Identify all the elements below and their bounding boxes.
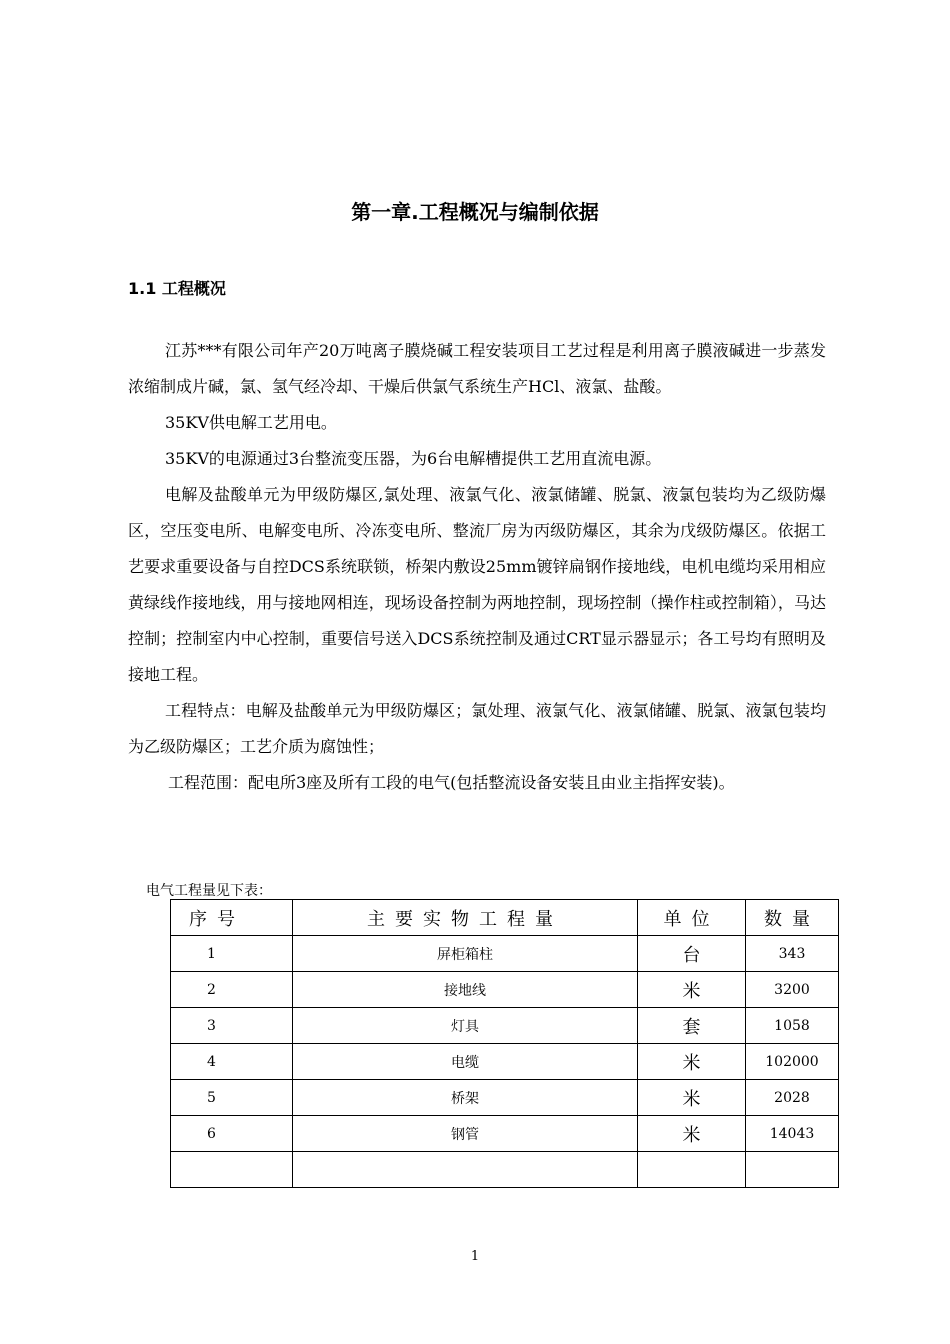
cell-seq: 1 [171, 936, 293, 972]
table-row [171, 1080, 839, 1116]
table-row-empty [171, 1152, 839, 1188]
cell-seq: 3 [171, 1008, 293, 1044]
cell-item: 桥架 [293, 1080, 638, 1116]
header-seq: 序号 [171, 900, 293, 936]
paragraph-process-overview: 江苏***有限公司年产20万吨离子膜烧碱工程安装项目工艺过程是利用离子膜液碱进一步蒸发浓缩制成片碱，氯、氢气经冷却、干燥后供氯气系统生产HCl、液氯、盐酸。 [128, 341, 826, 396]
header-item: 主要实物工程量 [293, 900, 638, 936]
cell-unit: 米 [638, 972, 746, 1008]
cell-item: 钢管 [293, 1116, 638, 1152]
cell-unit: 台 [638, 936, 746, 972]
table-row [171, 1116, 839, 1152]
paragraph-power-supply: 35KV供电解工艺用电。 [165, 413, 337, 432]
header-unit: 单位 [638, 900, 746, 936]
cell-unit [638, 1152, 746, 1188]
cell-seq: 4 [171, 1044, 293, 1080]
page-number: 1 [470, 1249, 480, 1264]
table-row [171, 972, 839, 1008]
cell-seq [171, 1152, 293, 1188]
header-qty: 数量 [746, 900, 839, 936]
cell-qty: 14043 [746, 1116, 839, 1152]
table-caption: 电气工程量见下表： [146, 883, 272, 899]
cell-qty: 343 [746, 936, 839, 972]
cell-item: 电缆 [293, 1044, 638, 1080]
table-header-row [171, 900, 839, 936]
cell-seq: 2 [171, 972, 293, 1008]
cell-unit: 套 [638, 1008, 746, 1044]
cell-seq: 6 [171, 1116, 293, 1152]
table-row [171, 1044, 839, 1080]
cell-item: 灯具 [293, 1008, 638, 1044]
paragraph-project-scope: 工程范围：配电所3座及所有工段的电气(包括整流设备安装且由业主指挥安装)。 [168, 773, 735, 792]
paragraph-project-features: 工程特点：电解及盐酸单元为甲级防爆区；氯处理、液氯气化、液氯储罐、脱氯、液氯包装均为乙级防爆区；工艺介质为腐蚀性； [128, 701, 826, 756]
cell-seq: 5 [171, 1080, 293, 1116]
cell-qty: 3200 [746, 972, 839, 1008]
table-row [171, 1008, 839, 1044]
quantities-table [170, 899, 839, 1188]
paragraph-explosion-zones: 电解及盐酸单元为甲级防爆区,氯处理、液氯气化、液氯储罐、脱氯、液氯包装均为乙级防爆区，空压变电所、电解变电所、冷冻变电所、整流厂房为丙级防爆区，其余为戊级防爆区。依据工艺要求重要设备与自控DCS系统联锁，桥架内敷设25mm镀锌扁钢作接地线，电机电缆均采用相应黄绿线作接地线，用与接地网相连，现场设备控制为两地控制，现场控制（操作柱或控制箱），马达控制；控制室内中心控制，重要信号送入DCS系统控制及通过CRT显示器显示；各工号均有照明及接地工程。 [128, 485, 826, 684]
cell-item [293, 1152, 638, 1188]
section-body [128, 333, 826, 801]
cell-qty: 2028 [746, 1080, 839, 1116]
cell-item: 接地线 [293, 972, 638, 1008]
cell-unit: 米 [638, 1116, 746, 1152]
table-row [171, 936, 839, 972]
chapter-title: 第一章.工程概况与编制依据 [351, 200, 599, 224]
cell-qty: 1058 [746, 1008, 839, 1044]
paragraph-rectifier: 35KV的电源通过3台整流变压器，为6台电解槽提供工艺用直流电源。 [165, 449, 662, 468]
cell-qty [746, 1152, 839, 1188]
cell-unit: 米 [638, 1080, 746, 1116]
cell-unit: 米 [638, 1044, 746, 1080]
cell-item: 屏柜箱柱 [293, 936, 638, 972]
section-title: 1.1 工程概况 [128, 279, 226, 298]
cell-qty: 102000 [746, 1044, 839, 1080]
